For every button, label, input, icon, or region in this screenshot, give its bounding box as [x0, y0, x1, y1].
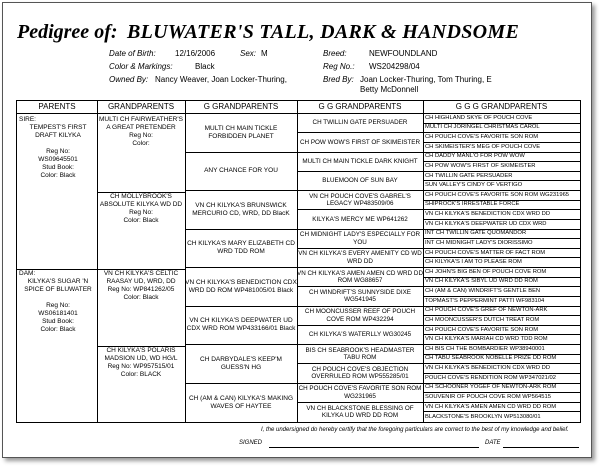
g-grandparent-cell [185, 114, 297, 153]
ggg-grandparent-cell [423, 210, 580, 220]
gg-grandparent-text: CH MIDNIGHT LADY'S ESPECIALLY FOR YOU [299, 231, 421, 246]
ggg-grandparent-cell [423, 114, 580, 124]
ggg-grandparent-text: BLACKSTONE'S BROOKLYN WP513080/01 [425, 413, 541, 420]
gg-grandparent-text: VN CH KILYKA'S AMEN AMEN CD WRD DD ROM WG88657 [297, 269, 423, 285]
grandparent-text: CH MOLLYBROOK'S ABSOLUTE KILYKA WD DD Reg No: Color: Black [99, 193, 183, 224]
bred-label: Bred By: [323, 75, 354, 84]
ggg-grandparent-text: CH JOHN'S BIG BEN OF POUCH COVE ROM [425, 268, 547, 275]
ggg-grandparent-text: CH MOONCUSSER'S DUTCH TREAT ROM [425, 316, 540, 323]
ggg-grandparent-text: POUCH COVE'S RENDITION ROM WP347021/02 [425, 374, 556, 381]
parent-text: SIRE: TEMPEST'S FIRST DRAFT KILYKA Reg No: WS09645501 Stud Book: Color: Black [19, 116, 87, 179]
ggg-grandparent-text: INT CH MIDNIGHT LADY'S DIORISSIMO [425, 239, 533, 246]
g-grandparent-cell [185, 268, 297, 307]
ggg-grandparent-cell [423, 335, 580, 345]
grandparent-cell [97, 114, 185, 193]
grandparent-cell [97, 268, 185, 347]
bred-value-2: Betty McDonnell [360, 85, 419, 94]
ggg-grandparent-text: CH POUCH COVE'S MATTER OF FACT ROM [425, 249, 546, 256]
column-parent [17, 101, 98, 422]
gg-grandparent-cell [297, 172, 423, 191]
g-grandparent-text: MULTI CH MAIN TICKLE FORBIDDEN PLANET [204, 124, 278, 140]
ggg-grandparent-cell [423, 297, 580, 307]
ggg-grandparent-text: CH POUCH COVE'S GREF OF NEWTON-ARK [425, 307, 548, 314]
column-header: G G G GRANDPARENTS [423, 101, 580, 114]
ggg-grandparent-text: SUN VALLEY'S CINDY OF VERTIGO [425, 182, 523, 189]
grandparent-text: MULTI CH FAIRWEATHER'S A GREAT PRETENDER Reg No: Color: [99, 116, 183, 147]
gg-grandparent-cell [297, 191, 423, 210]
ggg-grandparent-text: VN CH KILYKA'S SIBYL UD WRD DD ROM [425, 278, 538, 285]
ggg-grandparent-cell [423, 220, 580, 230]
signed-label: SIGNED [239, 440, 263, 446]
gg-grandparent-text: BIS CH SEABROOK'S HEADMASTER TABU ROM [305, 346, 415, 362]
ggg-grandparent-cell [423, 393, 580, 403]
gg-grandparent-text: CH WINDRIFT'S SUNNYSIDE DIXE WG541945 [309, 288, 411, 304]
pedigree-label: Pedigree of: [17, 21, 118, 43]
ggg-grandparent-text: VN CH KILYKA'S BENEDICTION CDX WRD DD [425, 211, 551, 218]
ggg-grandparent-text: CH KILYKA'S I AM TO PLEASE ROM [425, 259, 522, 266]
g-grandparent-cell [185, 153, 297, 192]
ggg-grandparent-text: CH HIGHLAND SKYE OF POUCH COVE [425, 114, 533, 121]
g-grandparent-cell [185, 345, 297, 384]
g-grandparent-cell [185, 307, 297, 346]
breed-label: Breed: [323, 49, 347, 58]
gg-grandparent-cell [297, 403, 423, 422]
ggg-grandparent-cell [423, 239, 580, 249]
ggg-grandparent-cell [423, 374, 580, 384]
ggg-grandparent-cell [423, 191, 580, 201]
ggg-grandparent-cell [423, 316, 580, 326]
ggg-grandparent-text: VN CH KILYKA'S BENEDICTION CDX WRD DD [425, 365, 551, 372]
ggg-grandparent-cell [423, 133, 580, 143]
grandparent-cell [97, 191, 185, 270]
ggg-grandparent-text: CH TABU SEABROOK NOBELLE PRIZE DD ROM [425, 355, 557, 362]
ggg-grandparent-cell [423, 384, 580, 394]
ggg-grandparent-text: CH (AM & CAN) WINDRIFT'S GENTLE BEN [425, 288, 541, 295]
gg-grandparent-text: CH KILYKA'S WATERLLY WG30245 [308, 331, 412, 339]
column-header: PARENTS [17, 101, 97, 114]
grandparent-cell [97, 345, 185, 424]
ggg-grandparent-cell [423, 345, 580, 355]
ggg-grandparent-text: CH POUCH COVE'S FAVORITE SON ROM [425, 326, 539, 333]
sex-value: M [261, 49, 268, 58]
ggg-grandparent-cell [423, 153, 580, 163]
ggg-grandparent-cell [423, 355, 580, 365]
pedigree-table [16, 100, 581, 423]
regno-label: Reg No.: [323, 62, 355, 71]
date-label: DATE [485, 440, 501, 446]
signature-line [269, 447, 479, 448]
gg-grandparent-text: BLUEMOON OF SUN BAY [322, 177, 398, 185]
grandparent-text: CH KILYKA'S POLARIS MADSION UD, WD HG/L Reg No: WP957515/01 Color: BLACK [104, 347, 178, 378]
ggg-grandparent-text: CH SCHOONER YOGEF OF NEWTON-ARK ROM [425, 384, 557, 391]
gg-grandparent-cell [297, 287, 423, 306]
ggg-grandparent-cell [423, 403, 580, 413]
gg-grandparent-cell [297, 384, 423, 403]
parent-text: DAM: KILYKA'S SUGAR 'N SPICE OF BLUWATER Reg No: WS06181401 Stud Book: Color: Black [19, 270, 92, 333]
gg-grandparent-cell [297, 345, 423, 364]
ggg-grandparent-cell [423, 307, 580, 317]
g-grandparent-text: VN CH KILYKA'S DEEPWATER UD CDX WRD ROM WP433166/01 Black [186, 317, 296, 333]
gg-grandparent-text: VN CH BLACKSTONE BLESSING OF KILYKA UD WRD DD ROM [306, 404, 414, 420]
dob-value: 12/16/2006 [175, 49, 216, 58]
ggg-grandparent-text: CH SKIMEISTER'S MEG OF POUCH COVE [425, 143, 541, 150]
column-gg-grandparent [297, 101, 424, 422]
gg-grandparent-cell [297, 364, 423, 383]
gg-grandparent-cell [297, 249, 423, 268]
ggg-grandparent-text: SOUVENIR OF POUCH COVE ROM WP564515 [425, 393, 551, 400]
ggg-grandparent-cell [423, 143, 580, 153]
g-grandparent-cell [185, 191, 297, 230]
pedigree-sheet [2, 2, 592, 458]
ggg-grandparent-cell [423, 124, 580, 134]
g-grandparent-cell [185, 230, 297, 269]
owned-label: Owned By: [109, 75, 149, 84]
gg-grandparent-cell [297, 133, 423, 152]
gg-grandparent-text: CH TWILLIN GATE PERSUADER [312, 119, 408, 127]
g-grandparent-text: VN CH KILYKA'S BRUNSWICK MERCURIO CD, WRD, DD BlacK [192, 201, 290, 217]
gg-grandparent-text: VN CH POUCH COVE'S GABREL'S LEGACY WP483509/06 [309, 192, 411, 208]
ggg-grandparent-text: CH BIS CH THE BOMBARDIER WP38940001 [425, 345, 545, 352]
ggg-grandparent-text: CH POUCH COVE'S FAVORITE SON ROM [425, 134, 539, 141]
ggg-grandparent-text: SHIPROCK'S IRRESTABLE FORCE [425, 201, 520, 208]
gg-grandparent-text: MULTI CH MAIN TICKLE DARK KNIGHT [302, 157, 418, 165]
g-grandparent-text: CH DARBYDALE'S KEEP'M GUESS'N HG [200, 355, 282, 371]
ggg-grandparent-text: CH TWILLIN GATE PERSUADER [425, 172, 513, 179]
column-header: G G GRANDPARENTS [297, 101, 423, 114]
ggg-grandparent-cell [423, 326, 580, 336]
gg-grandparent-cell [297, 307, 423, 326]
ggg-grandparent-cell [423, 162, 580, 172]
gg-grandparent-cell [297, 210, 423, 229]
gg-grandparent-cell [297, 326, 423, 345]
ggg-grandparent-text: INT CH TWILLIN GATE QUOMANDOR [425, 230, 527, 237]
ggg-grandparent-text: VN CH KILYKA'S MARIAH CD WRD TDD ROM [425, 336, 548, 343]
gg-grandparent-cell [297, 230, 423, 249]
g-grandparent-text: CH (AM & CAN) KILYKA'S MAKING WAVES OF HAYTEE [188, 394, 294, 410]
ggg-grandparent-text: CH POUCH COVE'S FAVORITE SON ROM WG231965 [425, 191, 570, 198]
column-g-grandparent [185, 101, 298, 422]
ggg-grandparent-cell [423, 278, 580, 288]
ggg-grandparent-cell [423, 181, 580, 191]
gg-grandparent-cell [297, 153, 423, 172]
color-value: Black [195, 62, 215, 71]
gg-grandparent-text: CH POUCH COVE'S OBJECTION OVERRULED ROM WP555285/01 [311, 365, 409, 381]
ggg-grandparent-text: VN CH KILYKA'S DEEPWATER UD CDX WRD [425, 220, 547, 227]
g-grandparent-text: VN CH KILYKA'S BENEDICTION CDX WRD DD ROM WP481005/01 Black [185, 278, 297, 294]
grandparent-text: VN CH KILYKA'S CELTIC RAASAY UD, WRD, DD Reg No: WP841262/05 Color: Black [103, 270, 179, 301]
date-line [503, 447, 579, 448]
parent-cell [17, 114, 97, 270]
ggg-grandparent-cell [423, 258, 580, 268]
g-grandparent-text: CH KILYKA'S MARY ELIZABETH CD WRD TDD ROM [187, 240, 295, 256]
sex-label: Sex: [240, 49, 257, 58]
ggg-grandparent-cell [423, 249, 580, 259]
ggg-grandparent-text: MULTI CH JORINGEL CHRISTMAS CAROL [425, 124, 540, 131]
color-label: Color & Markings: [109, 62, 173, 71]
g-grandparent-cell [185, 384, 297, 423]
gg-grandparent-text: KILYKA'S MERCY ME WP641262 [312, 215, 408, 223]
ggg-grandparent-cell [423, 172, 580, 182]
dog-name: BLUWATER'S TALL, DARK & HANDSOME [127, 21, 520, 43]
bred-value-1: Joan Locker-Thuring, Tom Thuring, E [360, 75, 492, 84]
gg-grandparent-text: CH POUCH COVE'S FAVORITE SON ROM WG231965 [298, 385, 422, 400]
gg-grandparent-cell [297, 114, 423, 133]
gg-grandparent-text: CH MOONCUSSER REEF OF POUCH COVE ROM WP432294 [304, 308, 416, 323]
g-grandparent-text: ANY CHANCE FOR YOU [204, 167, 278, 175]
ggg-grandparent-text: CH POW WOW'S FIRST OF SKIMEISTER [425, 162, 536, 169]
ggg-grandparent-cell [423, 230, 580, 240]
regno-value: WS204298/04 [369, 62, 420, 71]
ggg-grandparent-cell [423, 364, 580, 374]
certify-text: I, the undersigned do hereby certify that the foregoing particulars are correct to the best of my knowledge and belief. [261, 427, 569, 433]
column-grandparent [97, 101, 186, 422]
ggg-grandparent-cell [423, 201, 580, 211]
ggg-grandparent-text: CH DADDY MANL'O FOR POW WOW [425, 153, 525, 160]
column-header: GRANDPARENTS [97, 101, 185, 114]
gg-grandparent-text: VN CH KILYKA'S EVERY AMENITY CD WD WRD DD [298, 250, 422, 265]
ggg-grandparent-text: TOPMAST'S PEPPERMINT PATTI WF983104 [425, 297, 545, 304]
gg-grandparent-text: CH POW WOW'S FIRST OF SKIMEISTER [299, 138, 421, 146]
ggg-grandparent-cell [423, 268, 580, 278]
column-header: G GRANDPARENTS [185, 101, 297, 114]
gg-grandparent-cell [297, 268, 423, 287]
owned-value: Nancy Weaver, Joan Locker-Thuring, [155, 75, 287, 84]
breed-value: NEWFOUNDLAND [369, 49, 438, 58]
parent-cell [17, 268, 97, 424]
ggg-grandparent-cell [423, 412, 580, 422]
ggg-grandparent-cell [423, 287, 580, 297]
dob-label: Date of Birth: [109, 49, 156, 58]
ggg-grandparent-text: VN CH KILYKA'S AMEN AMEN CD WRD DD ROM [425, 403, 557, 410]
column-ggg-grandparent [423, 101, 580, 422]
